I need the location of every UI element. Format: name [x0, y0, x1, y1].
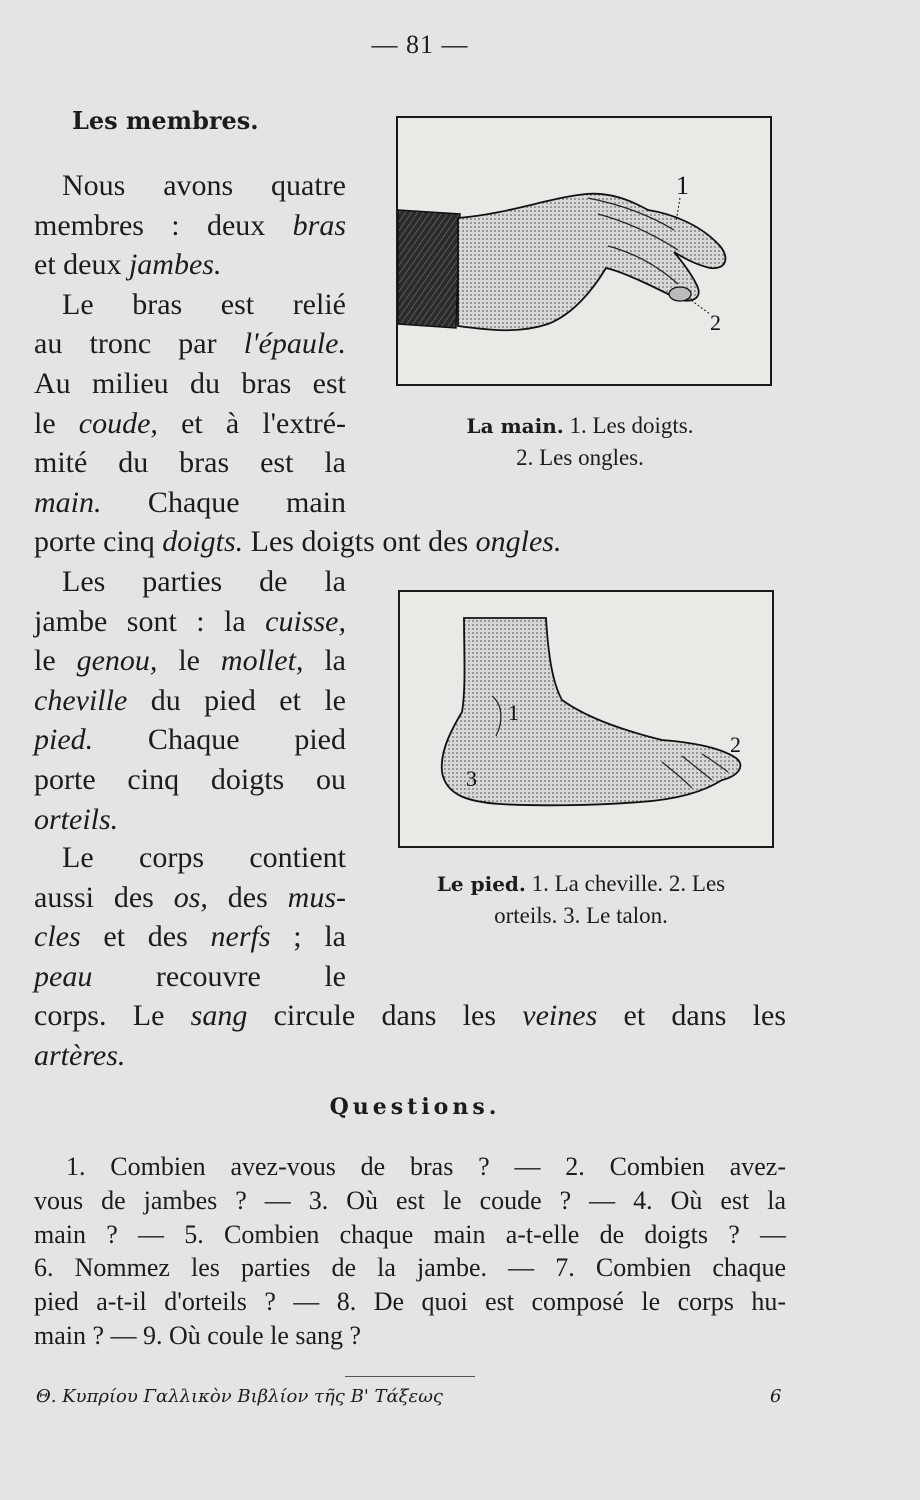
text-line: au tronc par l'épaule. — [34, 327, 346, 361]
text-line: Les parties de la — [62, 565, 346, 598]
foot-label-2: 2 — [730, 732, 741, 757]
text-line: Au milieu du bras est — [34, 366, 346, 400]
paragraph-membres — [34, 166, 346, 522]
text-line: Le corps contient — [62, 841, 346, 874]
text-line: Nous avons quatre — [62, 169, 346, 202]
text-line: porte cinq doigts ou — [34, 762, 346, 796]
text-line: artères. — [34, 1038, 126, 1072]
footer-signature-mark: 6 — [770, 1386, 782, 1407]
text-line: membres : deux bras — [34, 208, 346, 242]
question-line: 6. Nommez les parties de la jambe. — 7. Combien chaque — [34, 1253, 786, 1283]
text-line: Le bras est relié — [62, 287, 346, 321]
page-number: — 81 — — [371, 30, 469, 59]
paragraph-membres-end — [34, 522, 786, 562]
questions-heading: Questions. — [329, 1094, 501, 1120]
foot-caption: Le pied. 1. La cheville. 2. Les orteils. 3. Le talon. — [436, 871, 726, 928]
section-heading: Les membres. — [72, 106, 259, 135]
text-line: pied. Chaque pied — [34, 723, 346, 757]
text-line: et deux jambes. — [34, 248, 222, 282]
text-line: jambe sont : la cuisse, — [34, 604, 346, 638]
text-line: aussi des os, des mus- — [34, 880, 346, 914]
question-line: vous de jambes ? — 3. Où est le coude ? — 4. Où est la — [34, 1185, 786, 1215]
question-line: 1. Combien avez-vous de bras ? — 2. Combien avez- — [66, 1152, 786, 1181]
questions-list — [34, 1150, 786, 1353]
text-line: peau recouvre le — [34, 959, 346, 993]
text-line: le coude, et à l'extré- — [34, 406, 346, 440]
hand-drawing — [398, 118, 770, 384]
text-line: porte cinq doigts. Les doigts ont des ongles. — [34, 525, 562, 558]
question-line: pied a-t-il d'orteils ? — 8. De quoi est composé le corps hu- — [34, 1287, 786, 1317]
text-line: le genou, le mollet, la — [34, 644, 346, 678]
hand-illustration — [396, 116, 772, 386]
footer-rule — [345, 1376, 475, 1377]
question-line: main ? — 5. Combien chaque main a-t-elle de doigts ? — — [34, 1219, 786, 1249]
question-line: main ? — 9. Où coule le sang ? — [34, 1320, 362, 1350]
hand-caption: La main. 1. Les doigts. 2. Les ongles. — [466, 413, 694, 470]
hand-label-1: 1 — [676, 171, 689, 200]
text-line: cheville du pied et le — [34, 683, 346, 717]
paragraph-corps-end — [34, 996, 786, 1075]
text-line: main. Chaque main — [34, 485, 346, 519]
text-line: mité du bras est la — [34, 446, 346, 480]
paragraph-jambe — [34, 562, 346, 839]
text-line: cles et des nerfs ; la — [34, 920, 346, 954]
foot-drawing — [400, 592, 772, 846]
paragraph-corps — [34, 838, 346, 996]
text-line: orteils. — [34, 802, 119, 836]
foot-label-1: 1 — [508, 700, 519, 725]
text-line: corps. Le sang circule dans les veines et dans les — [34, 999, 787, 1032]
foot-label-3: 3 — [466, 766, 477, 791]
hand-label-2: 2 — [710, 310, 721, 335]
foot-illustration — [398, 590, 774, 848]
footer-book-title: Θ. Κυπρίου Γαλλικὸν Βιβλίον τῆς Β' Τάξεως — [36, 1386, 443, 1407]
